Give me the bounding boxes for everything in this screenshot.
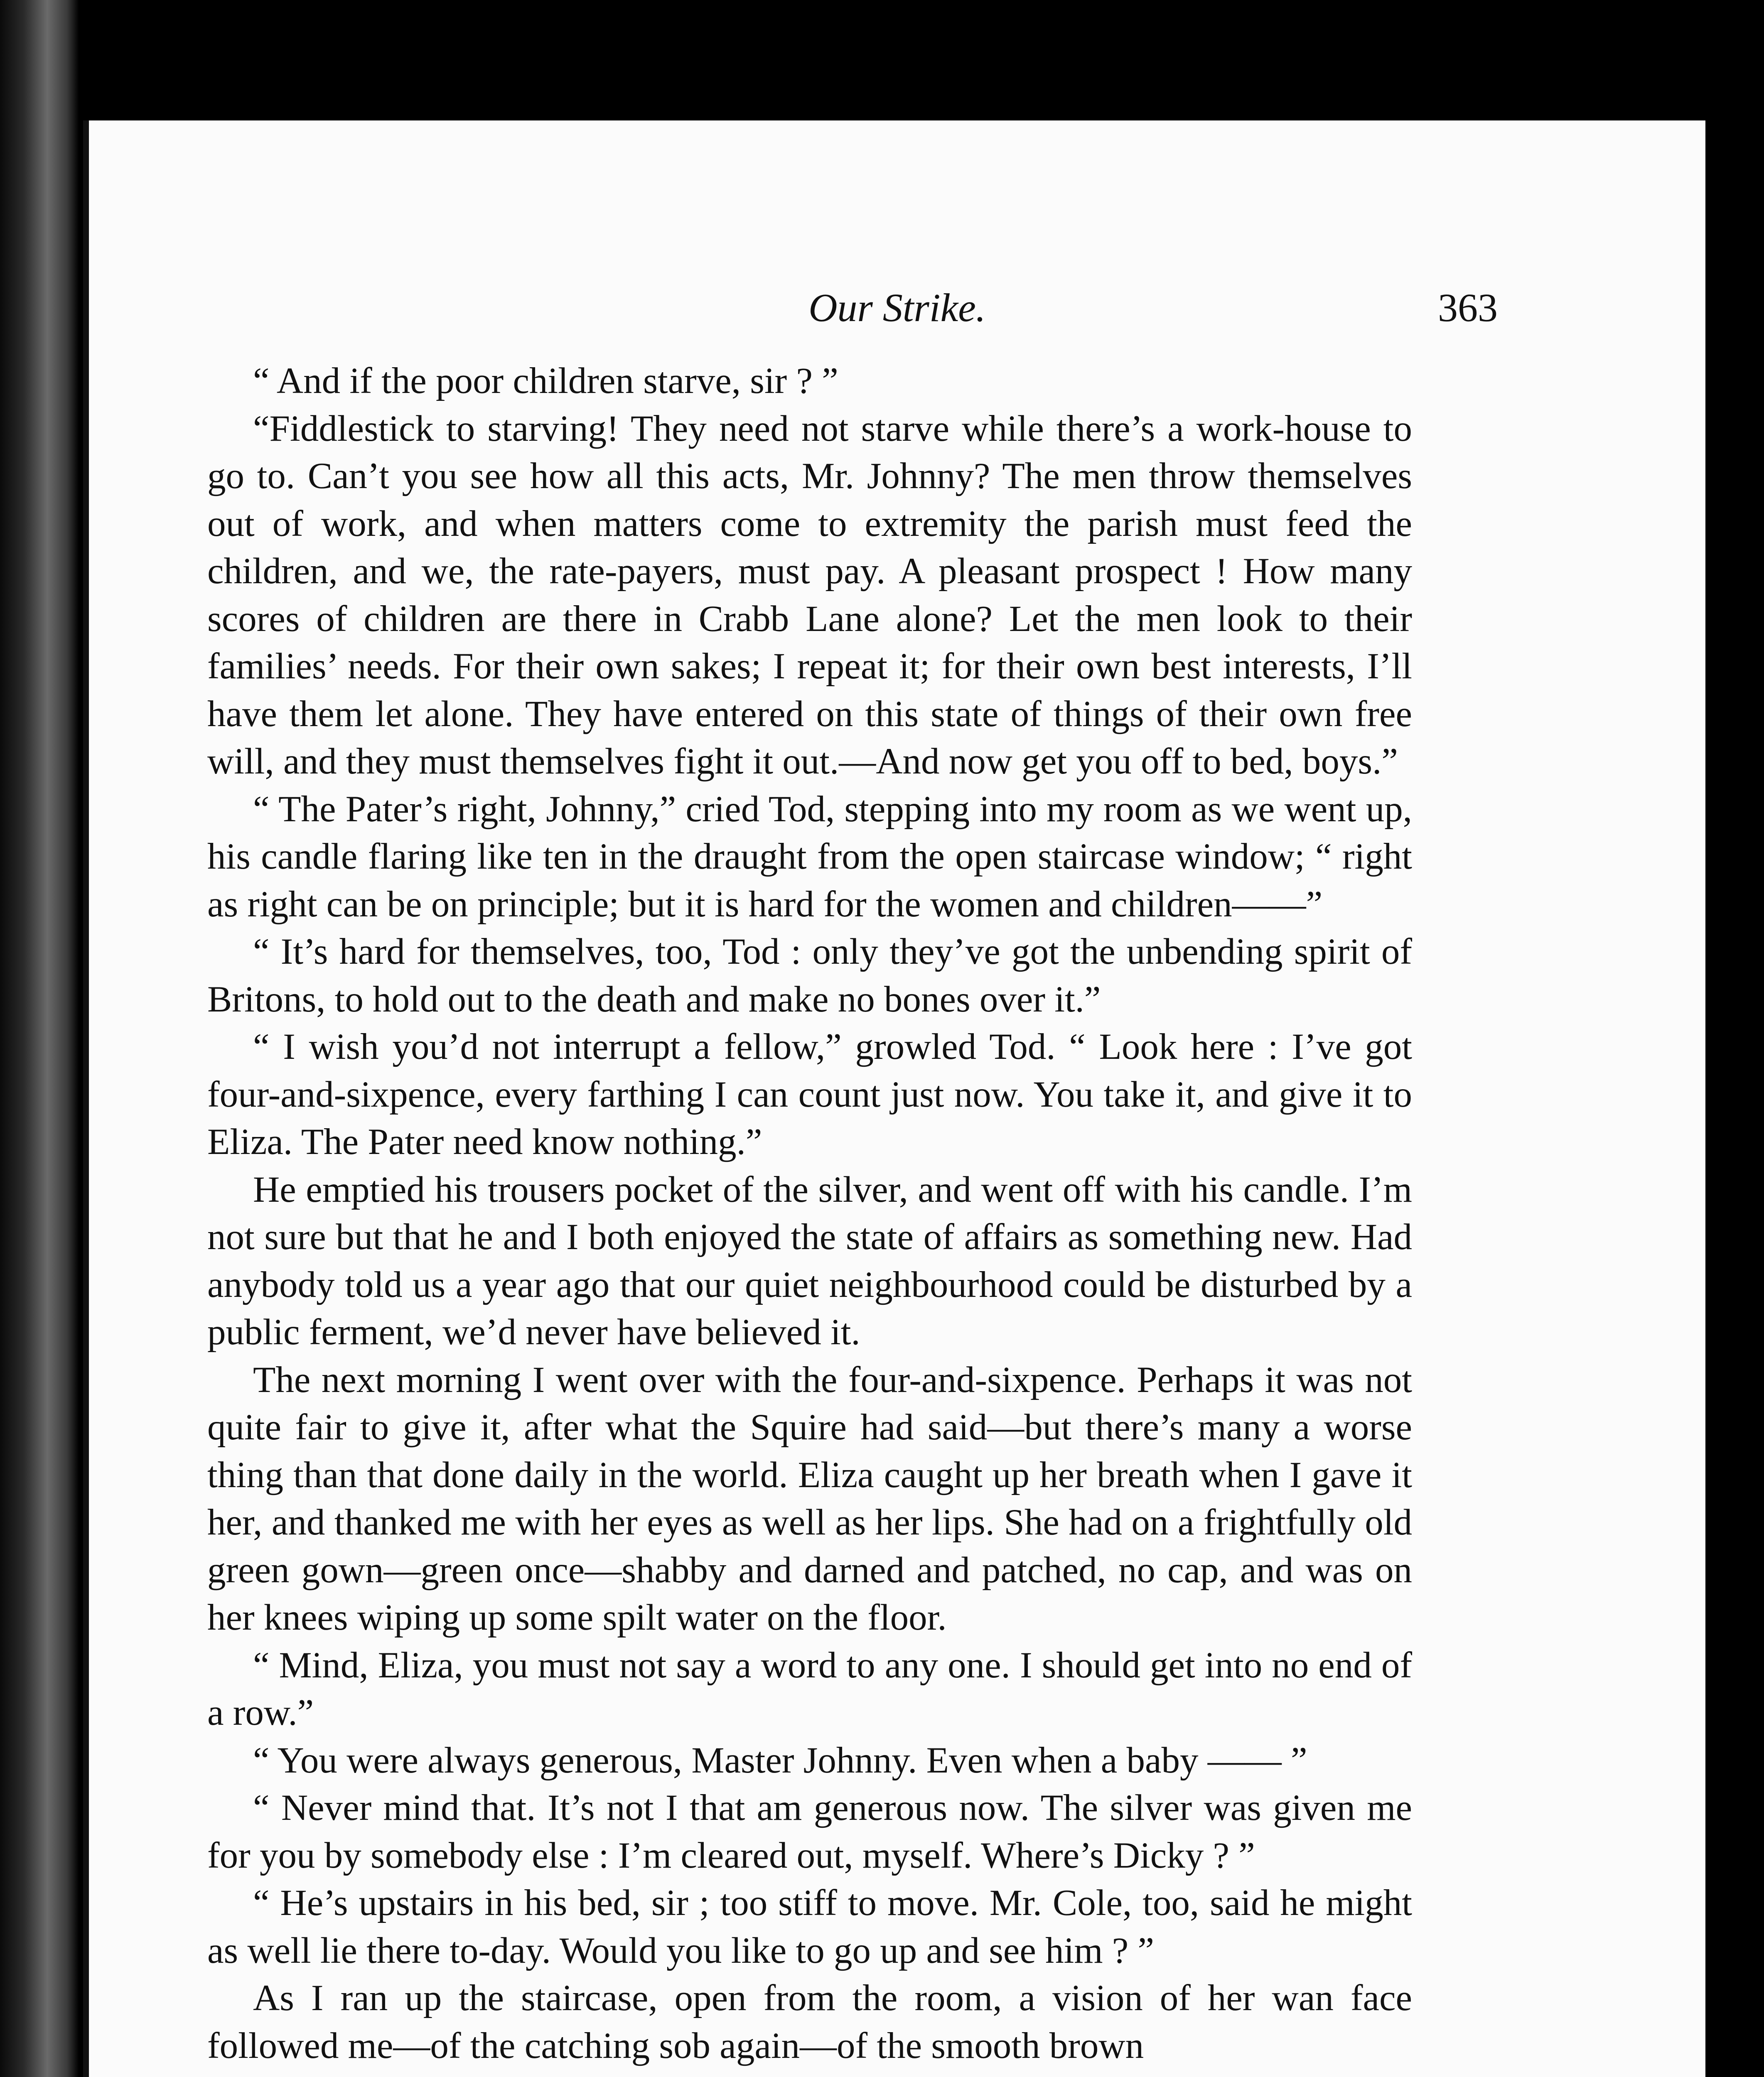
paragraph: As I ran up the staircase, open from the room, a vision of her wan face followed me—of the catching sob again—of the smooth brown: [207, 1978, 1412, 2066]
paragraph: He emptied his trousers pocket of the silver, and went off with his candle. I’m not sure but that he and I both enjoyed the state of affairs as something new. Had anybody told us a year ago that our quiet neighbourhood could be disturbed by a public ferment, we’d never have believed it.: [207, 1169, 1412, 1353]
paragraph: The next morning I went over with the four-and-sixpence. Perhaps it was not quite fair to give it, after what the Squire had said—but there’s many a worse thing than that done daily in the world. Eliza caught up her breath when I gave it her, and thanked me with her eyes as well as her lips. She had on a frightfully old green gown—green once—shabby and darned and patched, no cap, and was on her knees wiping up some spilt water on the floor.: [207, 1359, 1412, 1638]
page-number: 363: [1438, 285, 1498, 330]
paragraph: “ It’s hard for themselves, too, Tod : only they’ve got the unbending spirit of Britons, to hold out to the death and make no bones over it.”: [207, 931, 1412, 1020]
paragraph: “ I wish you’d not interrupt a fellow,” growled Tod. “ Look here : I’ve got four-and-sixpence, every farthing I can count just now. You take it, and give it to Eliza. The Pater need know nothing.”: [207, 1026, 1412, 1162]
running-title: Our Strike.: [808, 285, 986, 330]
book-page: [83, 120, 1705, 2077]
paragraph: “ You were always generous, Master Johnny. Even when a baby —— ”: [253, 1740, 1307, 1781]
paragraph: “ Mind, Eliza, you must not say a word to any one. I should get into no end of a row.”: [207, 1645, 1412, 1733]
paragraph: “ The Pater’s right, Johnny,” cried Tod, stepping into my room as we went up, his candle flaring like ten in the draught from the open staircase window; “ right as right can be on principle; but it is hard for the women and children——”: [207, 788, 1412, 925]
paragraph: “ And if the poor children starve, sir ? ”: [253, 361, 838, 401]
paragraph: “Fiddlestick to starving! They need not starve while there’s a work-house to go to. Can’t you see how all this acts, Mr. Johnny? The men throw themselves out of work, and when matters come to extremity the parish must feed the children, and we, the rate-payers, must pay. A pleasant prospect ! How many scores of children are there in Crabb Lane alone? Let the men look to their families’ needs. For their own sakes; I repeat it; for their own best interests, I’ll have them let alone. They have entered on this state of things of their own free will, and they must themselves fight it out.—And now get you off to bed, boys.”: [207, 408, 1412, 782]
page-header: [89, 285, 1705, 347]
body-text: [207, 357, 1412, 2070]
paragraph: “ He’s upstairs in his bed, sir ; too stiff to move. Mr. Cole, too, said he might as well lie there to-day. Would you like to go up and see him ? ”: [207, 1883, 1412, 1971]
paragraph: “ Never mind that. It’s not I that am generous now. The silver was given me for you by somebody else : I’m cleared out, myself. Where’s Dicky ? ”: [207, 1787, 1412, 1876]
book-spine-edge: [0, 0, 79, 2077]
